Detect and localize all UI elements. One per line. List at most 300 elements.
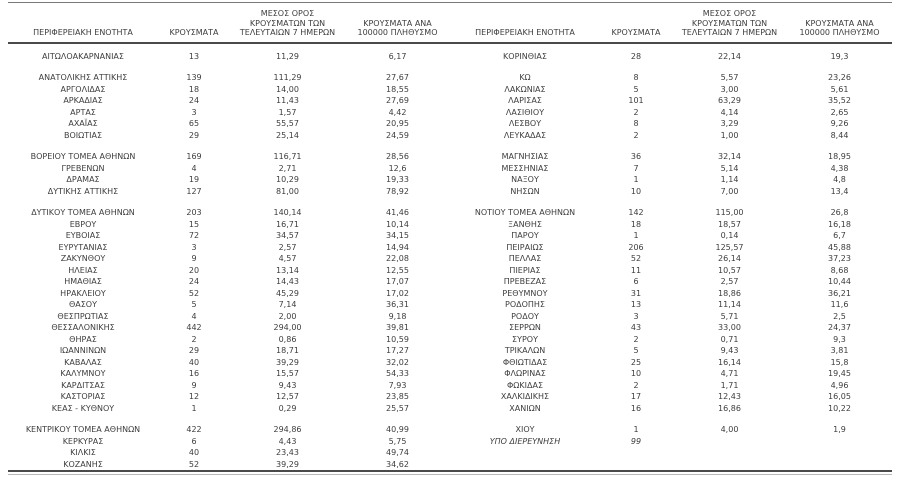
avg7-cell: 14,43	[276, 277, 299, 286]
cases-cell: 169	[186, 152, 202, 161]
per100k-cell: 6,17	[388, 51, 407, 61]
avg7-cell: 294,86	[273, 425, 302, 434]
cases-cell: 18	[188, 84, 200, 94]
cases-cell: 36	[630, 152, 642, 161]
cases-cell: 5	[633, 346, 639, 355]
table-row	[8, 265, 892, 277]
cases-cell: 10	[630, 186, 642, 196]
cases-cell: 52	[188, 459, 200, 469]
table-body	[8, 43, 892, 472]
per100k-cell: 24,37	[828, 323, 851, 332]
per100k-cell: 6,7	[833, 231, 846, 240]
cases-cell: 29	[188, 130, 200, 140]
per100k-cell: 13,4	[830, 186, 849, 196]
region-cell: ΚΑΡΔΙΤΣΑΣ	[61, 380, 105, 390]
table-row	[8, 242, 892, 254]
region-cell: ΚΑΒΑΛΑΣ	[64, 357, 102, 367]
avg7-cell: 111,29	[273, 73, 302, 82]
per100k-cell: 10,22	[828, 403, 851, 413]
region-cell: ΠΡΕΒΕΖΑΣ	[503, 277, 547, 286]
avg7-cell: 55,57	[276, 119, 299, 128]
avg7-cell	[672, 447, 787, 459]
region-cell: ΝΗΣΩΝ	[510, 186, 540, 196]
avg7-cell: 9,43	[278, 380, 297, 390]
per100k-cell: 23,26	[828, 73, 851, 82]
per100k-cell: 23,85	[386, 392, 409, 401]
per100k-cell: 41,46	[386, 208, 409, 217]
avg7-cell: 0,29	[278, 403, 297, 413]
avg7-cell: 5,14	[720, 163, 739, 173]
avg7-cell: 115,00	[715, 208, 744, 217]
cases-cell: 6	[191, 436, 197, 446]
per100k-cell: 26,8	[830, 208, 849, 217]
per100k-cell: 10,14	[386, 219, 409, 229]
region-cell: ΓΡΕΒΕΝΩΝ	[61, 163, 105, 173]
table-row	[8, 84, 892, 96]
cases-cell: 15	[188, 219, 200, 229]
table-row	[8, 403, 892, 415]
per100k-cell: 24,59	[386, 130, 409, 140]
cases-cell: 9	[191, 380, 197, 390]
cases-cell: 142	[628, 208, 644, 217]
avg7-cell: 45,29	[276, 288, 299, 298]
region-cell: ΑΧΑΪΑΣ	[68, 119, 98, 128]
avg7-cell: 4,14	[720, 107, 739, 117]
cases-cell: 139	[186, 73, 202, 82]
avg7-cell: 18,57	[718, 219, 741, 229]
table-row	[8, 391, 892, 403]
per100k-cell: 19,33	[386, 175, 409, 184]
region-cell: ΖΑΚΥΝΘΟΥ	[60, 254, 106, 263]
avg7-cell: 63,29	[718, 96, 741, 105]
avg7-cell: 16,71	[276, 219, 299, 229]
header-region-right: ΠΕΡΙΦΕΡΕΙΑΚΗ ΕΝΟΤΗΤΑ	[450, 3, 600, 43]
cases-cell: 8	[633, 119, 639, 128]
cases-cell: 24	[188, 277, 200, 286]
avg7-cell: 16,86	[718, 403, 741, 413]
avg7-cell: 12,43	[718, 392, 741, 401]
cases-cell: 7	[633, 163, 639, 173]
per100k-cell: 45,88	[828, 242, 851, 252]
region-cell: ΘΑΣΟΥ	[68, 300, 97, 309]
avg7-cell: 3,29	[720, 119, 739, 128]
avg7-cell: 18,71	[276, 346, 299, 355]
per100k-cell: 17,27	[386, 346, 409, 355]
region-cell: ΥΠΟ ΔΙΕΡΕΥΝΗΣΗ	[489, 436, 561, 446]
avg7-cell: 4,57	[278, 254, 297, 263]
per100k-cell: 5,61	[830, 84, 849, 94]
per100k-cell: 54,33	[386, 369, 409, 378]
region-cell: ΒΟΡΕΙΟΥ ΤΟΜΕΑ ΑΘΗΝΩΝ	[30, 152, 136, 161]
per100k-cell: 10,59	[386, 334, 409, 344]
cases-cell: 52	[630, 254, 642, 263]
per100k-cell: 8,44	[830, 130, 849, 140]
cases-cell	[600, 447, 672, 459]
table-row	[8, 322, 892, 334]
cases-cell: 13	[630, 300, 642, 309]
cases-cell: 12	[188, 392, 200, 401]
per100k-cell: 2,65	[830, 107, 849, 117]
avg7-cell	[672, 436, 787, 448]
per100k-cell	[787, 436, 892, 448]
spacer-cell	[8, 62, 892, 72]
per100k-cell: 9,3	[833, 334, 846, 344]
avg7-cell: 5,57	[720, 73, 739, 82]
spacer-cell	[8, 43, 892, 51]
per100k-cell: 12,6	[388, 163, 407, 173]
region-cell: ΧΑΛΚΙΔΙΚΗΣ	[500, 392, 550, 401]
group-spacer	[8, 197, 892, 207]
region-cell: ΚΕΡΚΥΡΑΣ	[62, 436, 104, 446]
region-cell	[450, 447, 600, 459]
spacer-cell	[8, 414, 892, 424]
group-spacer	[8, 414, 892, 424]
cases-cell: 72	[188, 231, 200, 240]
table-row	[8, 424, 892, 436]
table-row	[8, 163, 892, 175]
per100k-cell: 19,3	[830, 51, 849, 61]
spacer-cell	[8, 141, 892, 151]
region-cell: ΘΕΣΠΡΩΤΙΑΣ	[57, 311, 109, 321]
region-cell: ΑΡΚΑΔΙΑΣ	[63, 96, 103, 105]
per100k-cell: 34,62	[386, 459, 409, 469]
per100k-cell: 19,45	[828, 369, 851, 378]
cases-cell: 43	[630, 323, 642, 332]
per100k-cell: 8,68	[830, 265, 849, 275]
region-cell: ΝΟΤΙΟΥ ΤΟΜΕΑ ΑΘΗΝΩΝ	[474, 208, 576, 217]
table-row	[8, 368, 892, 380]
avg7-cell: 11,29	[276, 51, 299, 61]
avg7-cell: 26,14	[718, 254, 741, 263]
region-cell: ΙΩΑΝΝΙΝΩΝ	[59, 346, 107, 355]
region-cell: ΚΑΣΤΟΡΙΑΣ	[60, 392, 106, 401]
cases-cell: 16	[188, 369, 200, 378]
cases-cell: 442	[186, 323, 202, 332]
per100k-cell: 3,81	[830, 346, 849, 355]
avg7-cell: 22,14	[718, 51, 741, 61]
region-cell: ΧΑΝΙΩΝ	[509, 403, 541, 413]
region-cell	[450, 459, 600, 472]
table-row	[8, 72, 892, 84]
avg7-cell: 5,71	[720, 311, 739, 321]
cases-cell: 31	[630, 288, 642, 298]
table-row	[8, 51, 892, 63]
per100k-cell: 36,31	[386, 300, 409, 309]
cases-report-sheet	[8, 0, 892, 475]
avg7-cell: 294,00	[273, 323, 302, 332]
per100k-cell: 28,56	[386, 152, 409, 161]
cases-cell: 5	[191, 300, 197, 309]
cases-cell: 422	[186, 425, 202, 434]
region-cell: ΛΕΣΒΟΥ	[508, 119, 542, 128]
cases-cell: 8	[633, 73, 639, 82]
group-spacer	[8, 43, 892, 51]
cases-cell: 203	[186, 208, 202, 217]
table-row	[8, 219, 892, 231]
avg7-cell: 9,43	[720, 346, 739, 355]
region-cell: ΦΛΩΡΙΝΑΣ	[504, 369, 546, 378]
per100k-cell: 20,95	[386, 119, 409, 128]
region-cell: ΚΩ	[519, 73, 531, 82]
per100k-cell: 14,94	[386, 242, 409, 252]
region-cell: ΗΡΑΚΛΕΙΟΥ	[60, 288, 106, 298]
table-row	[8, 174, 892, 186]
region-cell: ΣΕΡΡΩΝ	[509, 323, 541, 332]
avg7-cell: 3,00	[720, 84, 739, 94]
region-cell: ΚΟΡΙΝΘΙΑΣ	[503, 51, 547, 61]
region-cell: ΠΙΕΡΙΑΣ	[509, 265, 541, 275]
per100k-cell: 16,18	[828, 219, 851, 229]
per100k-cell: 37,23	[828, 254, 851, 263]
per100k-cell: 40,99	[386, 425, 409, 434]
per100k-cell: 18,95	[828, 152, 851, 161]
header-row	[8, 3, 892, 43]
per100k-cell: 15,8	[830, 357, 849, 367]
avg7-cell: 23,43	[276, 448, 299, 457]
region-cell: ΑΝΑΤΟΛΙΚΗΣ ΑΤΤΙΚΗΣ	[38, 73, 128, 82]
region-cell: ΑΡΤΑΣ	[70, 107, 96, 117]
cases-cell: 13	[188, 51, 200, 61]
cases-cell: 9	[191, 254, 197, 263]
per100k-cell: 4,38	[830, 163, 849, 173]
avg7-cell: 10,57	[718, 265, 741, 275]
region-cell: ΕΥΡΥΤΑΝΙΑΣ	[58, 242, 108, 252]
table-row	[8, 447, 892, 459]
cases-cell: 4	[191, 163, 197, 173]
avg7-cell: 25,14	[276, 130, 299, 140]
per100k-cell: 18,55	[386, 84, 409, 94]
avg7-cell: 18,86	[718, 288, 741, 298]
avg7-cell	[672, 459, 787, 472]
per100k-cell	[787, 459, 892, 472]
region-cell: ΤΡΙΚΑΛΩΝ	[504, 346, 546, 355]
cases-table	[8, 2, 892, 472]
avg7-cell: 116,71	[273, 152, 302, 161]
avg7-cell: 1,00	[720, 130, 739, 140]
avg7-cell: 39,29	[276, 459, 299, 469]
avg7-cell: 1,14	[720, 175, 739, 184]
region-cell: ΔΡΑΜΑΣ	[66, 175, 100, 184]
region-cell: ΑΡΓΟΛΙΔΑΣ	[60, 84, 106, 94]
avg7-cell: 32,14	[718, 152, 741, 161]
table-row	[8, 230, 892, 242]
region-cell: ΦΘΙΩΤΙΔΑΣ	[502, 357, 548, 367]
table-row	[8, 186, 892, 198]
per100k-cell: 49,74	[386, 448, 409, 457]
cases-cell: 2	[633, 380, 639, 390]
per100k-cell: 9,26	[830, 119, 849, 128]
avg7-cell: 81,00	[276, 186, 299, 196]
per100k-cell: 17,02	[386, 288, 409, 298]
per100k-cell: 9,18	[388, 311, 407, 321]
region-cell: ΚΑΛΥΜΝΟΥ	[60, 369, 106, 378]
region-cell: ΘΕΣΣΑΛΟΝΙΚΗΣ	[51, 323, 115, 332]
per100k-cell: 16,05	[828, 392, 851, 401]
header-cases-left: ΚΡΟΥΣΜΑΤΑ	[158, 3, 230, 43]
avg7-cell: 12,57	[276, 392, 299, 401]
per100k-cell: 11,6	[830, 300, 849, 309]
region-cell: ΦΩΚΙΔΑΣ	[506, 380, 543, 390]
table-row	[8, 207, 892, 219]
cases-cell: 29	[188, 346, 200, 355]
per100k-cell: 5,75	[388, 436, 407, 446]
avg7-cell: 13,14	[276, 265, 299, 275]
table-row	[8, 107, 892, 119]
per100k-cell: 34,15	[386, 231, 409, 240]
region-cell: ΡΕΘΥΜΝΟΥ	[502, 288, 548, 298]
region-cell: ΚΙΛΚΙΣ	[70, 448, 96, 457]
per100k-cell: 10,44	[828, 277, 851, 286]
region-cell: ΚΕΑΣ - ΚΥΘΝΟΥ	[51, 403, 115, 413]
cases-cell: 28	[630, 51, 642, 61]
avg7-cell: 2,57	[278, 242, 297, 252]
per100k-cell: 4,96	[830, 380, 849, 390]
avg7-cell: 7,00	[720, 186, 739, 196]
avg7-cell: 2,57	[720, 277, 739, 286]
cases-cell: 2	[633, 107, 639, 117]
cases-cell: 17	[630, 392, 642, 401]
per100k-cell: 25,57	[386, 403, 409, 413]
avg7-cell: 4,71	[720, 369, 739, 378]
header-per100k-left: ΚΡΟΥΣΜΑΤΑ ΑΝΑ 100000 ΠΛΗΘΥΣΜΟ	[345, 3, 450, 43]
per100k-cell: 12,55	[386, 265, 409, 275]
table-row	[8, 276, 892, 288]
cases-cell: 2	[633, 334, 639, 344]
region-cell: ΜΑΓΝΗΣΙΑΣ	[501, 152, 549, 161]
cases-cell: 1	[633, 231, 639, 240]
table-row	[8, 380, 892, 392]
region-cell: ΚΟΖΑΝΗΣ	[63, 459, 103, 469]
region-cell: ΑΙΤΩΛΟΑΚΑΡΝΑΝΙΑΣ	[42, 51, 124, 61]
cases-cell: 11	[630, 265, 642, 275]
header-cases-right: ΚΡΟΥΣΜΑΤΑ	[600, 3, 672, 43]
cases-cell: 206	[628, 242, 644, 252]
table-header	[8, 3, 892, 43]
avg7-cell: 11,43	[276, 96, 299, 105]
avg7-cell: 11,14	[718, 300, 741, 309]
table-row	[8, 151, 892, 163]
cases-cell: 40	[188, 448, 200, 457]
cases-cell: 40	[188, 357, 200, 367]
region-cell: ΛΕΥΚΑΔΑΣ	[503, 130, 547, 140]
per100k-cell: 4,8	[833, 175, 846, 184]
cases-cell: 101	[628, 96, 644, 105]
cases-cell: 16	[630, 403, 642, 413]
region-cell: ΔΥΤΙΚΗΣ ΑΤΤΙΚΗΣ	[47, 186, 119, 196]
cases-cell: 2	[191, 334, 197, 344]
header-per100k-right: ΚΡΟΥΣΜΑΤΑ ΑΝΑ 100000 ΠΛΗΘΥΣΜΟ	[787, 3, 892, 43]
table-row	[8, 118, 892, 130]
table-row	[8, 299, 892, 311]
cases-cell: 1	[633, 175, 639, 184]
region-cell: ΕΥΒΟΙΑΣ	[65, 231, 101, 240]
avg7-cell: 10,29	[276, 175, 299, 184]
header-avg7-right: ΜΕΣΟΣ ΟΡΟΣ ΚΡΟΥΣΜΑΤΩΝ ΤΩΝ ΤΕΛΕΥΤΑΙΩΝ 7 ΗΜΕΡΩΝ	[672, 3, 787, 43]
avg7-cell: 0,86	[278, 334, 297, 344]
table-row	[8, 459, 892, 472]
table-row	[8, 436, 892, 448]
region-cell: ΧΙΟΥ	[515, 425, 535, 434]
per100k-cell: 39,81	[386, 323, 409, 332]
table-row	[8, 311, 892, 323]
cases-cell: 19	[188, 175, 200, 184]
avg7-cell: 33,00	[718, 323, 741, 332]
region-cell: ΣΥΡΟΥ	[512, 334, 538, 344]
region-cell: ΡΟΔΟΠΗΣ	[505, 300, 545, 309]
region-cell: ΕΒΡΟΥ	[69, 219, 97, 229]
bottom-rule	[8, 474, 892, 475]
cases-cell: 2	[633, 130, 639, 140]
avg7-cell: 7,14	[278, 300, 297, 309]
region-cell: ΘΗΡΑΣ	[69, 334, 97, 344]
per100k-cell	[787, 447, 892, 459]
region-cell: ΗΜΑΘΙΑΣ	[64, 277, 102, 286]
table-row	[8, 253, 892, 265]
per100k-cell: 78,92	[386, 186, 409, 196]
cases-cell: 4	[191, 311, 197, 321]
per100k-cell: 36,21	[828, 288, 851, 298]
cases-cell: 24	[188, 96, 200, 105]
region-cell: ΠΕΛΛΑΣ	[508, 254, 542, 263]
table-row	[8, 357, 892, 369]
cases-cell: 18	[630, 219, 642, 229]
region-cell: ΗΛΕΙΑΣ	[68, 265, 98, 275]
region-cell: ΡΟΔΟΥ	[511, 311, 539, 321]
region-cell: ΛΑΣΙΘΙΟΥ	[505, 107, 545, 117]
per100k-cell: 2,5	[833, 311, 846, 321]
spacer-cell	[8, 197, 892, 207]
per100k-cell: 35,52	[828, 96, 851, 105]
avg7-cell: 14,00	[276, 84, 299, 94]
cases-cell: 1	[633, 425, 639, 434]
cases-cell: 52	[188, 288, 200, 298]
region-cell: ΞΑΝΘΗΣ	[508, 219, 542, 229]
cases-cell: 99	[630, 436, 642, 446]
per100k-cell: 27,69	[386, 96, 409, 105]
table-row	[8, 345, 892, 357]
avg7-cell: 0,14	[720, 231, 739, 240]
per100k-cell: 7,93	[388, 380, 407, 390]
avg7-cell: 16,14	[718, 357, 741, 367]
region-cell: ΚΕΝΤΡΙΚΟΥ ΤΟΜΕΑ ΑΘΗΝΩΝ	[25, 425, 141, 434]
per100k-cell: 22,08	[386, 254, 409, 263]
region-cell: ΛΑΡΙΣΑΣ	[508, 96, 542, 105]
header-avg7-left: ΜΕΣΟΣ ΟΡΟΣ ΚΡΟΥΣΜΑΤΩΝ ΤΩΝ ΤΕΛΕΥΤΑΙΩΝ 7 ΗΜΕΡΩΝ	[230, 3, 345, 43]
avg7-cell: 2,00	[278, 311, 297, 321]
avg7-cell: 125,57	[715, 242, 744, 252]
avg7-cell: 4,43	[278, 436, 297, 446]
avg7-cell: 0,71	[720, 334, 739, 344]
header-region-left: ΠΕΡΙΦΕΡΕΙΑΚΗ ΕΝΟΤΗΤΑ	[8, 3, 158, 43]
per100k-cell: 32,02	[386, 357, 409, 367]
region-cell: ΠΑΡΟΥ	[511, 231, 539, 240]
region-cell: ΝΑΞΟΥ	[511, 175, 539, 184]
cases-cell: 6	[633, 277, 639, 286]
group-spacer	[8, 62, 892, 72]
cases-cell: 127	[186, 186, 202, 196]
cases-cell: 3	[191, 242, 197, 252]
table-row	[8, 334, 892, 346]
avg7-cell: 34,57	[276, 231, 299, 240]
cases-cell: 3	[633, 311, 639, 321]
region-cell: ΛΑΚΩΝΙΑΣ	[504, 84, 546, 94]
per100k-cell: 4,42	[388, 107, 407, 117]
avg7-cell: 2,71	[278, 163, 297, 173]
group-spacer	[8, 141, 892, 151]
cases-cell: 5	[633, 84, 639, 94]
cases-cell: 65	[188, 119, 200, 128]
cases-cell: 3	[191, 107, 197, 117]
